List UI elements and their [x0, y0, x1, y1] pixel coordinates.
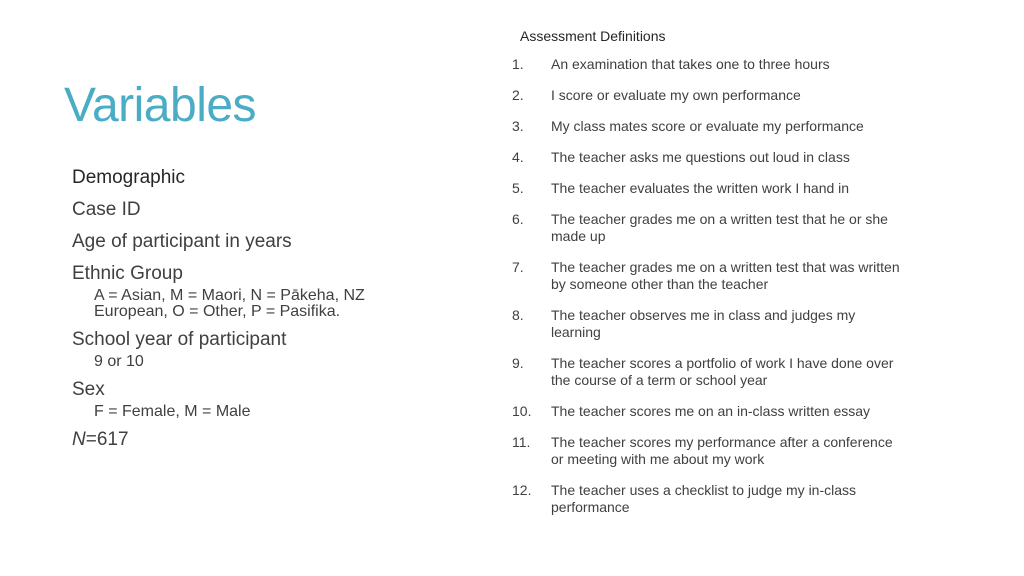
definition-item — [512, 87, 902, 104]
definition-number: 4. — [512, 149, 524, 165]
definition-text: The teacher scores my performance after a conference or meeting with me about my work — [551, 434, 893, 467]
definition-text: The teacher uses a checklist to judge my in-class performance — [551, 482, 857, 515]
definition-number: 7. — [512, 259, 524, 275]
definition-text: The teacher scores a portfolio of work I have done over the course of a term or school year — [551, 355, 894, 388]
sample-size-label: N — [72, 429, 86, 450]
definition-number: 1. — [512, 56, 524, 72]
definition-item — [512, 307, 902, 341]
definition-number: 6. — [512, 211, 524, 227]
definition-text: The teacher observes me in class and judges my learning — [551, 307, 856, 340]
definition-item — [512, 118, 902, 135]
definition-text: The teacher asks me questions out loud in class — [551, 149, 850, 165]
definition-item — [512, 56, 902, 73]
definition-number: 8. — [512, 307, 524, 323]
sex-codes: F = Female, M = Male — [94, 403, 251, 420]
definition-number: 5. — [512, 180, 524, 196]
definition-text: The teacher grades me on a written test that was written by someone other than the teacher — [551, 259, 900, 292]
demographic-heading: Demographic — [72, 167, 185, 188]
ethnic-group-codes: A = Asian, M = Maori, N = Pākeha, NZ European, O = Other, P = Pasifika. — [94, 287, 365, 320]
slide-title: Variables — [64, 79, 257, 132]
definition-number: 11. — [512, 434, 531, 450]
demographic-variables — [72, 166, 432, 452]
case-id-variable: Case ID — [72, 199, 141, 220]
definition-text: An examination that takes one to three hours — [551, 56, 830, 72]
definition-text: The teacher scores me on an in-class written essay — [551, 403, 871, 419]
definition-text: The teacher evaluates the written work I hand in — [551, 180, 850, 196]
definition-item — [512, 403, 902, 420]
school-year-variable: School year of participant — [72, 329, 287, 350]
school-year-codes: 9 or 10 — [94, 353, 144, 370]
definition-number: 9. — [512, 355, 524, 371]
definition-number: 10. — [512, 403, 532, 419]
definition-item — [512, 355, 902, 389]
definition-text: The teacher grades me on a written test that he or she made up — [551, 211, 888, 244]
definition-number: 2. — [512, 87, 524, 103]
sex-variable: Sex — [72, 379, 105, 400]
definition-item — [512, 149, 902, 166]
definition-text: I score or evaluate my own performance — [551, 87, 801, 103]
assessment-definitions — [512, 26, 902, 530]
definition-item — [512, 211, 902, 245]
definition-number: 3. — [512, 118, 524, 134]
definition-item — [512, 180, 902, 197]
age-variable: Age of participant in years — [72, 231, 292, 252]
definition-item — [512, 259, 902, 293]
sample-size-value: =617 — [85, 429, 129, 450]
assessment-heading: Assessment Definitions — [520, 28, 666, 44]
definition-number: 12. — [512, 482, 532, 498]
definition-item — [512, 482, 902, 516]
definition-text: My class mates score or evaluate my performance — [551, 118, 864, 134]
definition-item — [512, 434, 902, 468]
sample-size — [72, 428, 432, 452]
ethnic-group-variable: Ethnic Group — [72, 263, 183, 284]
